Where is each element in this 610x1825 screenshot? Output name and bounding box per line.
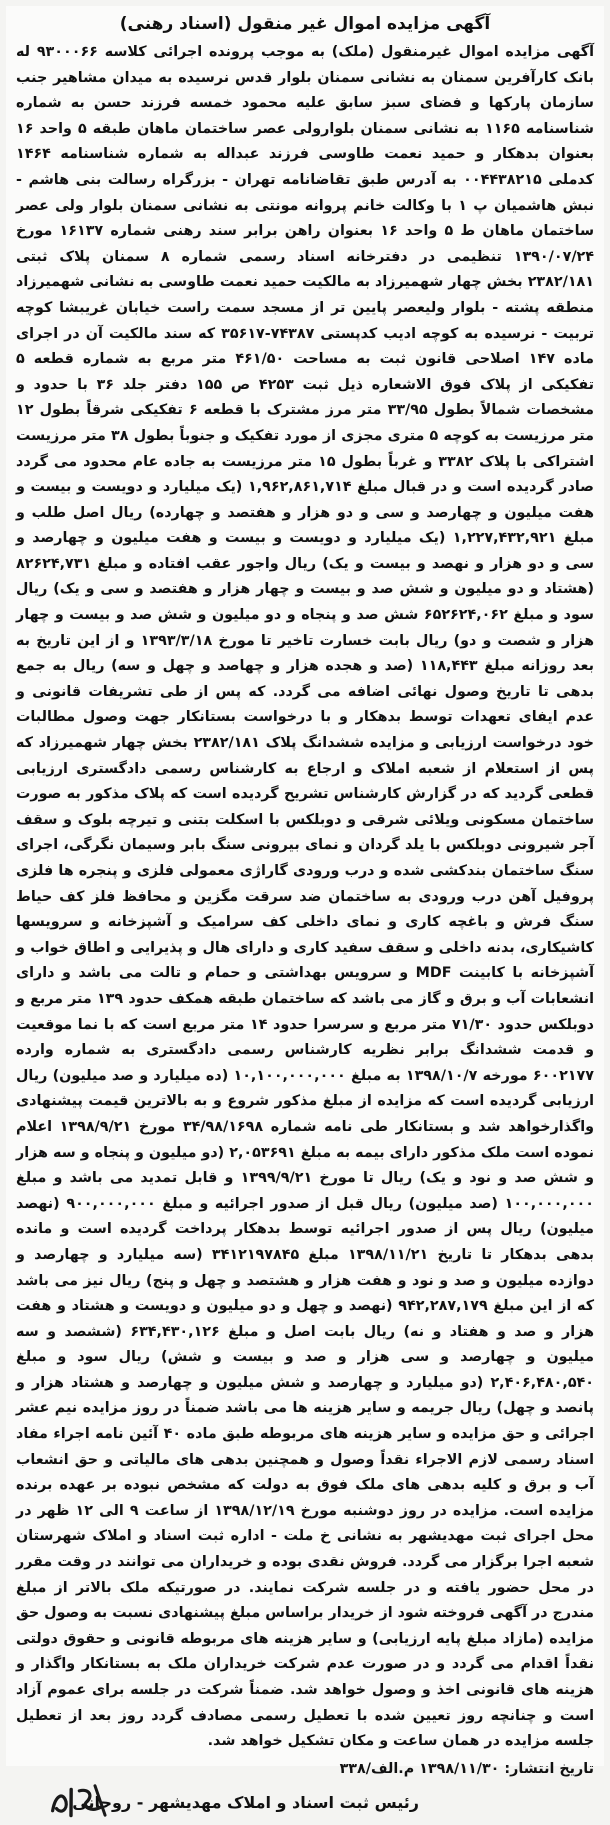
publication-date: تاریخ انتشار: ۱۳۹۸/۱۱/۳۰ م.الف/۳۳۸ bbox=[339, 1760, 594, 1777]
notice-body: آگهی مزایده اموال غیرمنقول (ملک) به موجب پرونده اجرائی کلاسه ۹۳۰۰۰۶۶ له بانک کارآفرین سمنان به نشانی سمنان بلوار قدس نرسیده به میدان مشاهیر جنب سازمان پارکها و فضای سبز سابق علیه محمود خمسه فرزند حسن به شماره شناسنامه ۱۱۶۵ به نشانی سمنان بلوارولی عصر ساختمان ماهان طبقه ۵ واحد ۱۶ بعنوان بدهکار و حمید نعمت طاوسی فرزند عبداله به شماره شناسنامه ۱۴۶۴ کدملی ۰۰۴۴۳۸۲۱۵ به آدرس طبق تقاضانامه تهران - بزرگراه رسالت بنی هاشم - نبش هاشمیان پ ۱ با وکالت خانم پروانه مونتی به نشانی سمنان بلوار ولی عصر ساختمان ماهان ط ۵ واحد ۱۶ بعنوان راهن برابر سند رهنی شماره ۱۶۱۳۷ مورخ ۱۳۹۰/۰۷/۲۴ تنظیمی در دفترخانه اسناد رسمی شماره ۸ سمنان پلاک ثبتی ۲۳۸۲/۱۸۱ بخش چهار شهمیرزاد به مالکیت حمید نعمت طاوسی به نشانی شهمیرزاد منطقه پشته - بلوار ولیعصر پایین تر از مسجد سمت راست خیابان غریبشا کوچه تربیت - نرسیده به کوچه ادیب کدپستی ۷۴۳۸۷-۳۵۶۱۷ که سند مالکیت آن در اجرای ماده ۱۴۷ اصلاحی قانون ثبت به مساحت ۴۶۱/۵۰ متر مربع به شماره قطعه ۵ تفکیکی از پلاک فوق الاشعاره ذیل ثبت ۴۲۵۳ ص ۱۵۵ دفتر جلد ۳۶ با حدود و مشخصات شمالاً بطول ۳۳/۹۵ متر مرز مشترک با قطعه ۶ تفکیکی شرقاً بطول ۱۲ متر مرزیست به کوچه ۵ متری مجزی از مورد تفکیک و جنوباً بطول ۳۸ متر مرزیست اشتراکی با پلاک ۳۳۸۲ و غرباً بطول ۱۵ متر مرزیست به جاده عام محدود می گردد صادر گردیده است و در قبال مبلغ ۱,۹۶۲,۸۶۱,۷۱۴ (یک میلیارد و دویست و بیست و هفت میلیون و چهارصد و سی و دو هزار و هفتصد و چهارده) ریال اصل طلب و مبلغ ۱,۲۲۷,۴۳۲,۹۲۱ (یک میلیارد و دویست و بیست و هفت میلیون و چهارصد و سی و دو هزار و نهصد و بیست و یک) ریال واجور عقب افتاده و مبلغ ۸۲۶۲۴,۷۳۱ (هشتاد و دو میلیون و شش صد و بیست و چهار هزار و هفتصد و سی و یک) ریال سود و مبلغ ۶۵۲۶۲۴,۰۶۲ شش صد و پنجاه و دو میلیون و شش صد و بیست و چهار هزار و شصت و دو) ریال بابت خسارت تاخیر تا مورخ ۱۳۹۳/۳/۱۸ و از این تاریخ به بعد روزانه مبلغ ۱۱۸,۴۴۳ (صد و هجده هزار و چهاصد و چهل و سه) ریال به جمع بدهی تا تاریخ وصول نهائی اضافه می گردد. که پس از طی تشریفات قانونی و عدم ایفای تعهدات توسط بدهکار و با درخواست بستانکار جهت وصول مطالبات خود درخواست ارزیابی و مزایده ششدانگ پلاک ۲۳۸۲/۱۸۱ بخش چهار شهمیرزاد که پس از استعلام از شعبه املاک و ارجاع به کارشناس رسمی دادگستری ارزیابی قطعی گردید که در گزارش کارشناس تشریح گردیده است که پلاک مذکور به صورت ساختمان مسکونی ویلائی شرقی و دوبلکس با اسکلت بتنی و تیرچه بلوک و سقف آجر شیرونی دوبلکس با یلد گردان و نمای بیرونی سنگ بابر وسیمان نگرگی، اجرای سنگ ساختمان بندکشی شده و درب ورودی گاراژی معمولی فلزی و پنجره ها فلزی پروفیل آهن درب ورودی به ساختمان ضد سرقت مگزین و محافظ فلز کف حیاط سنگ فرش و باغچه کاری و نمای داخلی کف سرامیک و آشپزخانه و سرویسها کاشیکاری، بدنه داخلی و سقف سفید کاری و دارای هال و پذیرایی و اطاق خواب و آشپزخانه با کابینت MDF و سرویس بهداشتی و حمام و تالت می باشد و دارای انشعابات آب و برق و گاز می باشد که ساختمان طبقه همکف حدود ۱۳۹ متر مربع و دوبلکس حدود ۷۱/۳۰ متر مربع و سرسرا حدود ۱۴ متر مربع است که با نما موقعیت و قدمت ششدانگ برابر نظریه کارشناس رسمی دادگستری به شماره وارده ۶۰۰۲۱۷۷ مورخه ۱۳۹۸/۱۰/۷ به مبلغ ۱۰,۱۰۰,۰۰۰,۰۰۰ (ده میلیارد و صد میلیون) ریال ارزیابی گردیده است که مزایده از مبلغ مذکور شروع و به بالاترین قیمت پیشنهادی واگذارخواهد شد و بستانکار طی نامه شماره ۳۴/۹۸/۱۶۹۸ مورخ ۱۳۹۸/۹/۲۱ اعلام نموده است ملک مذکور دارای بیمه به مبلغ ۲,۰۵۳۶۹۱ (دو میلیون و پنجاه و سه هزار و شش صد و نود و یک) ریال تا مورخ ۱۳۹۹/۹/۲۱ و قابل تمدید می باشد و مبلغ ۱۰۰,۰۰۰,۰۰۰ (صد میلیون) ریال قبل از صدور اجرائیه و مبلغ ۹۰۰,۰۰۰,۰۰۰ (نهصد میلیون) ریال پس از صدور اجرائیه توسط بدهکار پرداخت گردیده است و مانده بدهی بدهکار تا تاریخ ۱۳۹۸/۱۱/۲۱ مبلغ ۳۴۱۲۱۹۷۸۴۵ (سه میلیارد و چهارصد و دوازده میلیون و صد و نود و هفت هزار و هشتصد و چهل و پنج) ریال نیز می باشد که از این مبلغ ۹۴۲,۲۸۷,۱۷۹ (نهصد و چهل و دو میلیون و دویست و هشتاد و هفت هزار و صد و هفتاد و نه) ریال بابت اصل و مبلغ ۶۳۴,۴۳۰,۱۲۶ (ششصد و سه میلیون و چهارصد و سی هزار و صد و بیست و شش) ریال سود و مبلغ ۲,۴۰۶,۴۸۰,۵۴۰ (دو میلیارد و چهارصد و شش میلیون و چهارصد و هشتاد هزار و پانصد و چهل) ریال جریمه و سایر هزینه ها می باشد ضمناً در روز مزایده نیم عشر اجرائی و حق مزایده و سایر هزینه های مربوطه طبق ماده ۴۰ آئین نامه اجراء مفاد اسناد رسمی لازم الاجراء نقداً وصول و همچنین بدهی های مالیاتی و حق انشعاب آب و برق و کلیه بدهی های ملک فوق به دولت که مشخص نبوده بر عهده برنده مزایده است. مزایده در روز دوشنبه مورخ ۱۳۹۸/۱۲/۱۹ از ساعت ۹ الی ۱۲ ظهر در محل اجرای ثبت مهدیشهر به نشانی خ ملت - اداره ثبت اسناد و املاک شهرستان شعبه اجرا برگزار می گردد. فروش نقدی بوده و خریداران می توانند در وقت مقرر در محل حضور یافته و در جلسه شرکت نمایند. در صورتیکه ملک بالاتر از مبلغ مندرج در آگهی فروخته شود از خریدار براساس مبلغ پیشنهادی نسبت به وصول حق مزایده (مازاد مبلغ پایه ارزیابی) و سایر هزینه های مربوطه قانونی و حقوق دولتی نقداً اقدام می گردد و در صورت عدم شرکت خریداران ملک به بستانکار واگذار و هزینه های قانونی اخذ و وصول خواهد شد. ضمناً شرکت در جلسه برای عموم آزاد است و چنانچه روز تعیین شده با تعطیل رسمی مصادف گردد روز بعد از تعطیل جلسه مزایده در همان ساعت و مکان تشکیل خواهد شد. bbox=[16, 44, 595, 1750]
auction-notice bbox=[6, 6, 604, 1812]
notice-footer bbox=[16, 1785, 594, 1825]
handwritten-mark-icon bbox=[45, 1777, 112, 1825]
signature-line: رئیس ثبت اسناد و املاک مهدیشهر - روحانی bbox=[72, 1792, 419, 1812]
notice-title: آگهی مزایده اموال غیر منقول (اسناد رهنی) bbox=[119, 14, 491, 34]
